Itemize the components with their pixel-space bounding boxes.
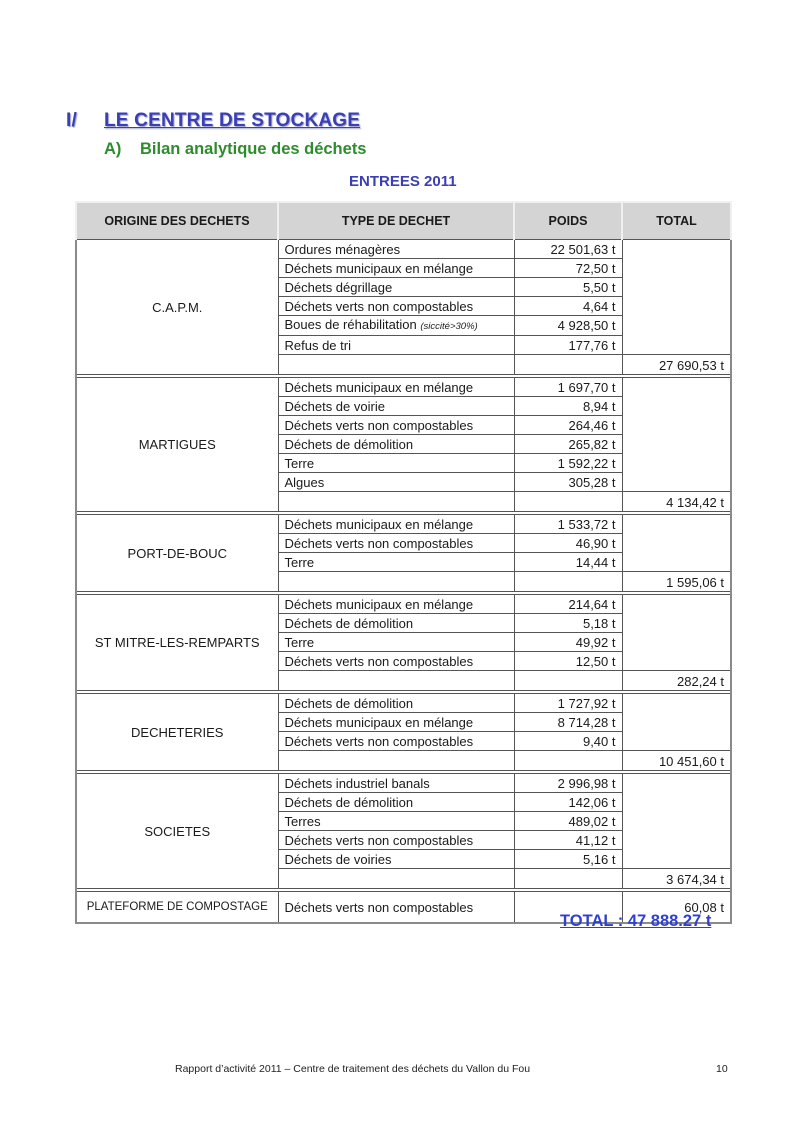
weight-cell: 4,64 t	[514, 297, 622, 316]
table-row	[76, 774, 731, 793]
weight-cell: 22 501,63 t	[514, 240, 622, 259]
subsection-letter: A)	[104, 140, 122, 158]
weight-cell: 12,50 t	[514, 652, 622, 671]
section-title: LE CENTRE DE STOCKAGE	[104, 110, 361, 131]
weight-cell: 5,18 t	[514, 614, 622, 633]
type-cell: Déchets verts non compostables	[278, 297, 514, 316]
type-cell: Déchets verts non compostables	[278, 892, 514, 924]
subtotal-cell: 4 134,42 t	[622, 492, 731, 512]
weight-cell: 46,90 t	[514, 534, 622, 553]
waste-intake-table	[75, 201, 732, 924]
table-body	[76, 240, 731, 924]
weight-cell: 305,28 t	[514, 473, 622, 492]
section-number: I/	[66, 110, 77, 131]
weight-cell: 49,92 t	[514, 633, 622, 652]
type-cell: Déchets industriel banals	[278, 774, 514, 793]
section-heading	[66, 110, 360, 132]
type-cell: Déchets verts non compostables	[278, 416, 514, 435]
type-cell: Déchets verts non compostables	[278, 732, 514, 751]
subsection-title: Bilan analytique des déchets	[140, 140, 367, 158]
total-blank-cell	[622, 378, 731, 492]
weight-blank-cell	[514, 869, 622, 889]
type-cell	[278, 316, 514, 336]
type-blank-cell	[278, 751, 514, 771]
type-cell: Déchets verts non compostables	[278, 831, 514, 850]
origin-cell: DECHETERIES	[76, 694, 278, 771]
weight-cell: 2 996,98 t	[514, 774, 622, 793]
subtotal-cell: 27 690,53 t	[622, 355, 731, 375]
total-blank-cell	[622, 595, 731, 671]
type-text: Boues de réhabilitation	[284, 317, 417, 332]
type-note: (siccité>30%)	[420, 321, 478, 332]
header-origin: ORIGINE DES DECHETS	[76, 202, 278, 240]
type-cell: Terres	[278, 812, 514, 831]
weight-cell: 142,06 t	[514, 793, 622, 812]
weight-cell: 4 928,50 t	[514, 316, 622, 336]
weight-cell: 1 533,72 t	[514, 515, 622, 534]
type-cell: Terre	[278, 454, 514, 473]
weight-cell: 9,40 t	[514, 732, 622, 751]
type-blank-cell	[278, 869, 514, 889]
subtotal-cell: 10 451,60 t	[622, 751, 731, 771]
type-cell: Déchets municipaux en mélange	[278, 595, 514, 614]
type-cell: Déchets de démolition	[278, 614, 514, 633]
type-cell: Déchets de voirie	[278, 397, 514, 416]
origin-cell: C.A.P.M.	[76, 240, 278, 375]
type-cell: Déchets municipaux en mélange	[278, 259, 514, 278]
subtotal-cell: 60,08 t	[622, 892, 731, 924]
type-cell: Algues	[278, 473, 514, 492]
grand-total: TOTAL : 47 888.27 t	[560, 912, 712, 930]
origin-cell: PLATEFORME DE COMPOSTAGE	[76, 892, 278, 924]
subtotal-cell: 3 674,34 t	[622, 869, 731, 889]
type-blank-cell	[278, 492, 514, 512]
weight-blank-cell	[514, 751, 622, 771]
weight-cell: 264,46 t	[514, 416, 622, 435]
weight-blank-cell	[514, 572, 622, 592]
table-row	[76, 694, 731, 713]
origin-cell: SOCIETES	[76, 774, 278, 889]
header-total: TOTAL	[622, 202, 731, 240]
total-blank-cell	[622, 240, 731, 355]
subtotal-cell: 1 595,06 t	[622, 572, 731, 592]
table-row	[76, 378, 731, 397]
weight-cell: 177,76 t	[514, 336, 622, 355]
footer-text: Rapport d’activité 2011 – Centre de traitement des déchets du Vallon du Fou	[175, 1063, 531, 1075]
type-cell: Terre	[278, 553, 514, 572]
weight-blank-cell	[514, 355, 622, 375]
type-cell: Déchets verts non compostables	[278, 534, 514, 553]
header-type: TYPE DE DECHET	[278, 202, 514, 240]
total-blank-cell	[622, 774, 731, 869]
type-cell: Déchets municipaux en mélange	[278, 378, 514, 397]
weight-cell: 5,16 t	[514, 850, 622, 869]
type-cell: Déchets dégrillage	[278, 278, 514, 297]
subsection-heading	[104, 140, 367, 159]
total-blank-cell	[622, 694, 731, 751]
weight-blank-cell	[514, 492, 622, 512]
table-row	[76, 595, 731, 614]
type-cell: Déchets verts non compostables	[278, 652, 514, 671]
weight-cell: 489,02 t	[514, 812, 622, 831]
type-cell: Déchets de voiries	[278, 850, 514, 869]
type-blank-cell	[278, 572, 514, 592]
origin-cell: ST MITRE-LES-REMPARTS	[76, 595, 278, 691]
weight-cell: 1 727,92 t	[514, 694, 622, 713]
table-header-row	[76, 202, 731, 240]
type-cell: Ordures ménagères	[278, 240, 514, 259]
type-cell: Déchets de démolition	[278, 793, 514, 812]
type-cell: Refus de tri	[278, 336, 514, 355]
weight-cell: 214,64 t	[514, 595, 622, 614]
weight-cell: 265,82 t	[514, 435, 622, 454]
type-blank-cell	[278, 355, 514, 375]
weight-cell: 1 592,22 t	[514, 454, 622, 473]
weight-cell: 1 697,70 t	[514, 378, 622, 397]
type-cell: Déchets municipaux en mélange	[278, 713, 514, 732]
total-blank-cell	[622, 515, 731, 572]
table-title: ENTREES 2011	[349, 173, 457, 190]
weight-cell: 14,44 t	[514, 553, 622, 572]
weight-cell: 5,50 t	[514, 278, 622, 297]
subtotal-cell: 282,24 t	[622, 671, 731, 691]
weight-cell: 41,12 t	[514, 831, 622, 850]
header-weight: POIDS	[514, 202, 622, 240]
type-cell: Terre	[278, 633, 514, 652]
type-blank-cell	[278, 671, 514, 691]
type-cell: Déchets municipaux en mélange	[278, 515, 514, 534]
weight-blank-cell	[514, 671, 622, 691]
weight-cell: 8 714,28 t	[514, 713, 622, 732]
origin-cell: PORT-DE-BOUC	[76, 515, 278, 592]
type-cell: Déchets de démolition	[278, 435, 514, 454]
table-row	[76, 515, 731, 534]
table-row	[76, 240, 731, 259]
page-number: 10	[716, 1063, 728, 1075]
weight-cell: 72,50 t	[514, 259, 622, 278]
origin-cell: MARTIGUES	[76, 378, 278, 512]
type-cell: Déchets de démolition	[278, 694, 514, 713]
weight-cell: 8,94 t	[514, 397, 622, 416]
